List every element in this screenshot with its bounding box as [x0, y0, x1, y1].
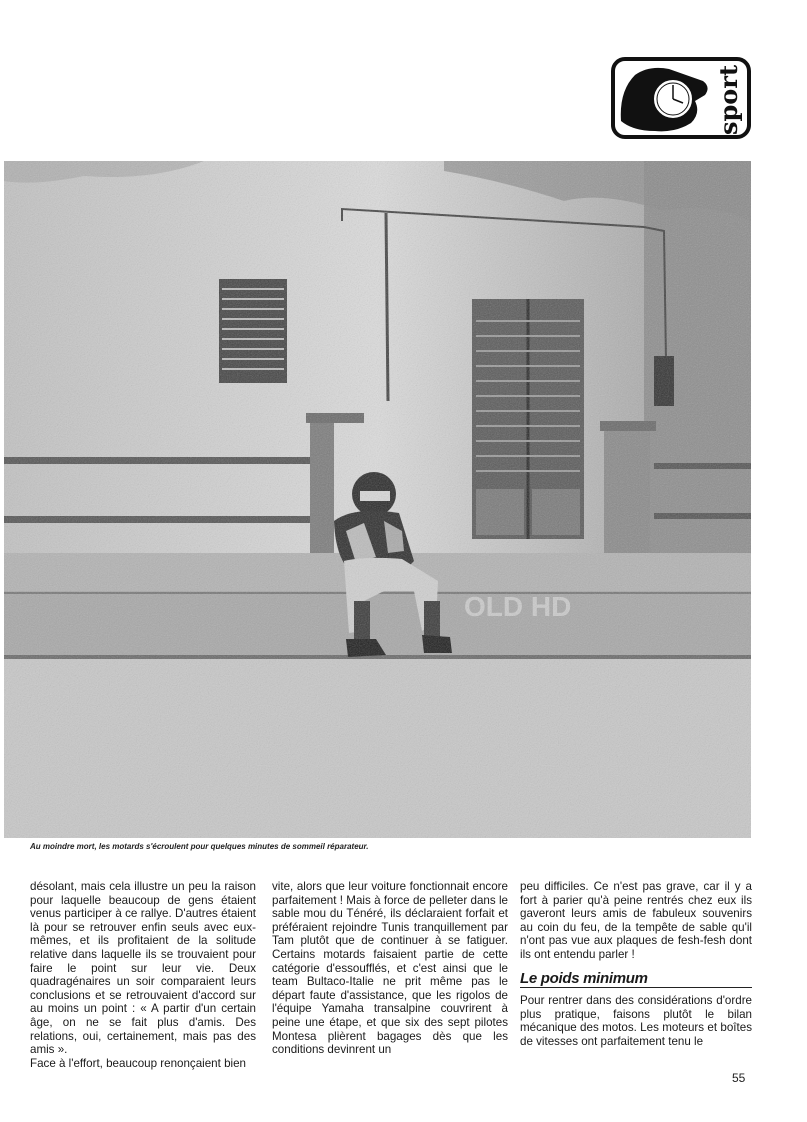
section-heading: Le poids minimum — [520, 972, 752, 989]
paragraph: vite, alors que leur voiture fonctionnait encore parfaitement ! Mais à force de pelleter dans le sable mou du Ténéré, ils déclaraient forfait et préféraient rejoindre Tunis tranquillement par Tam plutôt que de continuer à se fatiguer. Certains motards faisaient partie de cette catégorie d'essoufflés, et c'est ainsi que le team Bultaco-Italie ne prit même pas le départ faute d'assistance, que les rigolos de l'équipe Yamaha transalpine couvrirent à peine une étape, et que six des sept pilotes Montesa plièrent bagages dès que les conditions devinrent un — [272, 880, 508, 1057]
sport-logo — [611, 57, 751, 139]
logo-text: sport — [714, 64, 743, 135]
page-number: 55 — [732, 1071, 746, 1085]
paragraph: Face à l'effort, beaucoup renonçaient bien — [30, 1056, 246, 1070]
paragraph: peu difficiles. Ce n'est pas grave, car il y a fort à parier qu'à peine rentrés chez eux ils gaveront leurs amis de fabuleux souvenirs au coin du feu, de la tempête de sable qu'il n'ont pas vue aux plaques de fesh-fesh dont ils ont entendu parler ! — [520, 880, 752, 961]
article-column-2 — [272, 880, 508, 1057]
main-photo — [4, 161, 751, 838]
article-column-3 — [520, 880, 752, 1049]
photo-caption: Au moindre mort, les motards s'écroulent pour quelques minutes de sommeil réparateur. — [30, 842, 369, 851]
paragraph: désolant, mais cela illustre un peu la raison pour laquelle beaucoup de gens étaient venus participer à ce rallye. D'autres étaient là pour se retrouver enfin seuls avec eux-mêmes, et ils profitaient de la solitude relative dans laquelle ils se trouvaient pour faire le point sur leur vie. Deux quadragénaires un soir comparaient leurs conclusions et se retrouvaient d'accord sur au moins un point : « A partir d'un certain âge, on ne se fait plus d'amis. Des relations, oui, certainement, mais pas des amis ». — [30, 880, 256, 1057]
article-column-1 — [30, 880, 256, 1070]
motorcyclist-resting-photo — [4, 161, 751, 838]
paragraph: Pour rentrer dans des considérations d'ordre plus pratique, faisons plutôt le bilan mécanique des motos. Les moteurs et boîtes de vitesses ont parfaitement tenu le — [520, 994, 752, 1048]
